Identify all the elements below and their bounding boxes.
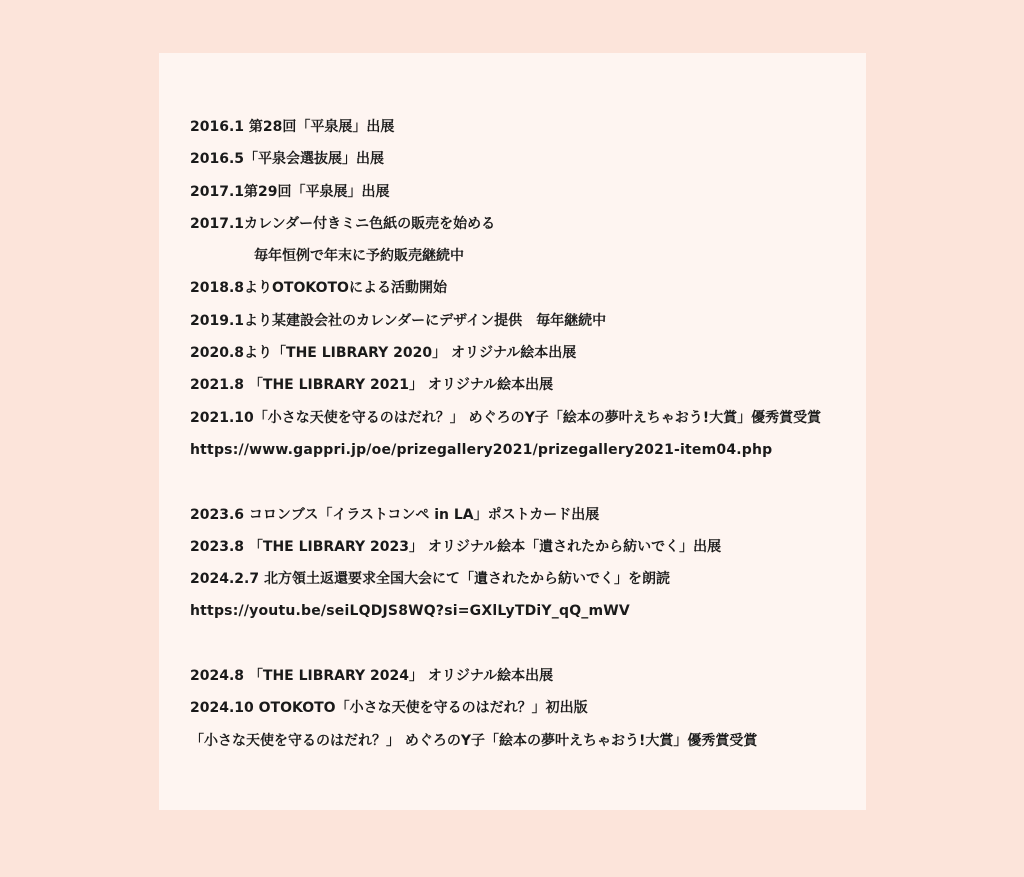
history-item: 2024.8 「THE LIBRARY 2024」 オリジナル絵本出展: [190, 668, 554, 685]
history-item: 2024.2.7 北方領土返還要求全国大会にて「遺されたから紡いでく」を朗読: [190, 571, 670, 588]
blank-line: [190, 633, 862, 665]
history-item: 2023.6 コロンブス「イラストコンペ in LA」ポストカード出展: [190, 506, 600, 523]
history-item-note: 毎年恒例で年末に予約販売継続中: [254, 248, 464, 265]
activity-history-list: [190, 116, 862, 762]
history-item: 2017.1カレンダー付きミニ色紙の販売を始める: [190, 215, 496, 232]
history-link: https://youtu.be/seiLQDJS8WQ?si=GXlLyTDiY_qQ_mWV: [190, 603, 630, 620]
history-item: 2024.10 OTOKOTO「小さな天使を守るのはだれ？」初出版: [190, 700, 588, 717]
history-item: 2021.10「小さな天使を守るのはだれ？」 めぐろのY子「絵本の夢叶えちゃおう!大賞」優秀賞受賞: [190, 409, 822, 426]
history-link: https://www.gappri.jp/oe/prizegallery2021/prizegallery2021-item04.php: [190, 441, 773, 458]
history-item: 2023.8 「THE LIBRARY 2023」 オリジナル絵本「遺されたから紡いでく」出展: [190, 538, 722, 555]
history-item: 2017.1第29回「平泉展」出展: [190, 183, 390, 200]
content-card: [159, 53, 866, 810]
history-item: 2019.1より某建設会社のカレンダーにデザイン提供 毎年継続中: [190, 312, 607, 329]
history-item: 2018.8よりOTOKOTOによる活動開始: [190, 280, 447, 297]
history-item: 2020.8より「THE LIBRARY 2020」 オリジナル絵本出展: [190, 345, 577, 362]
blank-line: [190, 471, 862, 503]
history-item: 2021.8 「THE LIBRARY 2021」 オリジナル絵本出展: [190, 377, 554, 394]
history-item: 「小さな天使を守るのはだれ？」 めぐろのY子「絵本の夢叶えちゃおう!大賞」優秀賞受賞: [190, 732, 758, 749]
history-item: 2016.1 第28回「平泉展」出展: [190, 119, 395, 135]
history-item: 2016.5「平泉会選抜展」出展: [190, 151, 385, 168]
